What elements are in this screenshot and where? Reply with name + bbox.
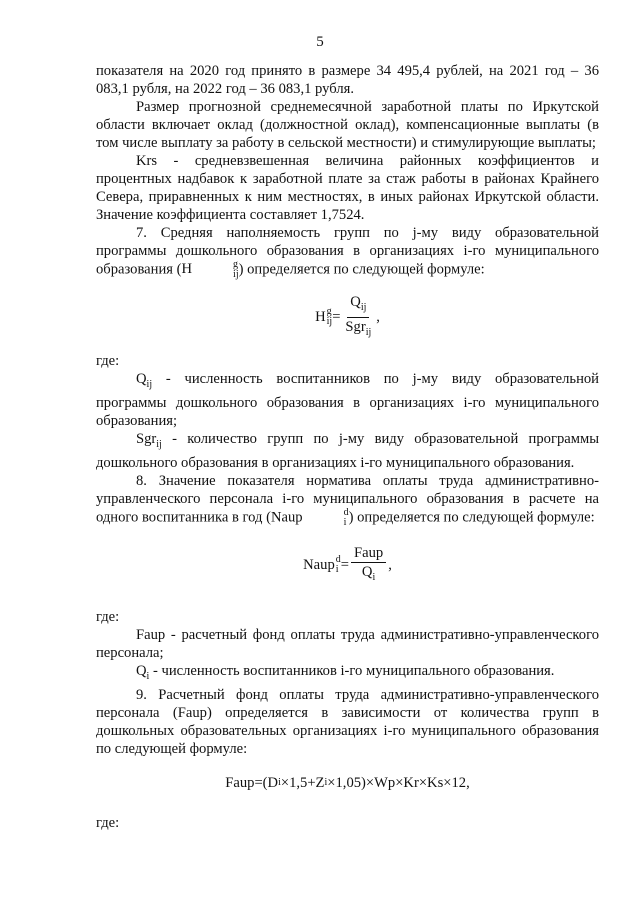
symbol-naup-indices xyxy=(304,508,349,528)
symbol-sgr-sub: ij xyxy=(156,439,162,450)
symbol-q: Q xyxy=(136,371,147,387)
formula-3-part-a: Faup=(D xyxy=(225,775,279,791)
symbol-h: H xyxy=(181,261,193,278)
formula-1-lhs-sup: g xyxy=(326,306,332,317)
formula-1-den-sub: ij xyxy=(365,326,372,338)
formula-1-lhs-sub: ij xyxy=(326,316,333,327)
formula-2-denominator xyxy=(359,563,378,586)
paragraph-8-text: 8. Значение показателя норматива оплаты труда административно-управленческого персонала i-го муниципального образования в расчете на одного воспитанника в год ( xyxy=(96,473,599,526)
where-label-3: где: xyxy=(96,815,120,831)
formula-3-part-c: ×1,05)×Wp×Kr×Ks×12, xyxy=(327,775,470,791)
formula-1-den-sym: Sgr xyxy=(345,318,366,335)
formula-1-num-sub: ij xyxy=(360,301,367,313)
formula-2-den-sub: i xyxy=(372,571,376,583)
definition-faup: Faup - расчетный фонд оплаты труда административно-управленческого персонала; xyxy=(96,627,599,661)
paragraph-1: показателя на 2020 год принято в размере 34 495,4 рублей, на 2021 год – 36 083,1 рубля, на 2022 год – 36 083,1 рубля. xyxy=(96,63,599,97)
formula-2-lhs-sub: i xyxy=(335,564,339,575)
symbol-q-sub: ij xyxy=(146,379,153,390)
definition-sgr xyxy=(96,430,599,472)
formula-2-lhs: Naup xyxy=(303,557,335,573)
definition-qi-text: - численность воспитанников i-го муниципального образования. xyxy=(149,663,555,679)
formula-3-part-b: ×1,5+Z xyxy=(280,775,325,791)
paragraph-krs: Krs - средневзвешенная величина районных коэффициентов и процентных надбавок к заработной плате за стаж работы в районах Крайнего Севера, приравненных к ним местностях, в иных районах Иркутской области. Значение коэффициента составляет 1,7524. xyxy=(96,153,599,223)
definition-sgr-text: - количество групп по j-му виду образовательной программы дошкольного образования в организациях i-го муниципального образования. xyxy=(96,431,599,471)
symbol-h-sup: g xyxy=(233,259,239,270)
formula-1-numerator xyxy=(347,294,369,318)
symbol-sgr: Sgr xyxy=(136,431,157,447)
formula-1-denominator xyxy=(342,318,374,341)
formula-2-numerator: Faup xyxy=(351,545,386,563)
formula-3-sub-1: i xyxy=(278,777,281,788)
symbol-h-indices xyxy=(193,260,239,280)
symbol-naup-sup: d xyxy=(343,507,349,518)
formula-2-den-sym: Q xyxy=(361,563,373,580)
formula-1-comma: , xyxy=(376,309,380,325)
formula-2-comma: , xyxy=(388,557,392,573)
paragraph-salary: Размер прогнозной среднемесячной заработной платы по Иркутской области включает оклад (должностной оклад), компенсационные выплаты (в том числе выплату за работу в сельской местности) и стимулирующие выплаты; xyxy=(96,99,599,151)
symbol-qi-sub: i xyxy=(146,671,150,682)
formula-1 xyxy=(96,288,599,346)
formula-2 xyxy=(96,534,599,596)
definition-q-text: - численность воспитанников по j-му виду образовательной программы дошкольного образования в организациях i-го муниципального образования; xyxy=(96,371,599,429)
paragraph-8-tail: ) определяется по следующей формуле: xyxy=(348,509,595,526)
formula-2-fraction xyxy=(351,545,386,586)
formula-2-equals: = xyxy=(340,557,349,573)
symbol-h-sub: ij xyxy=(233,269,239,280)
symbol-qi: Q xyxy=(136,663,147,679)
inline-symbol-h xyxy=(181,259,239,280)
paragraph-7-text: 7. Средняя наполняемость групп по j-му виду образовательной программы дошкольного образования в организациях i-го муниципального образования ( xyxy=(96,225,599,278)
where-label-1: где: xyxy=(96,353,120,369)
definition-qi xyxy=(96,662,599,686)
paragraph-9: 9. Расчетный фонд оплаты труда административно-управленческого персонала (Faup) определяется в зависимости от количества групп в дошкольных образовательных организациях i-го муниципального образования по следующей формуле: xyxy=(96,687,599,757)
definition-q xyxy=(96,370,599,430)
formula-1-num-sym: Q xyxy=(350,293,361,310)
symbol-naup: Naup xyxy=(270,509,303,526)
document-body xyxy=(96,62,599,832)
symbol-naup-sub: i xyxy=(343,517,347,528)
formula-1-equals: = xyxy=(332,309,341,325)
formula-2-lhs-sup: d xyxy=(335,554,341,565)
formula-1-lhs: H xyxy=(315,309,326,325)
formula-3-sub-2: i xyxy=(324,777,328,788)
paragraph-8 xyxy=(96,472,599,528)
paragraph-7 xyxy=(96,224,599,280)
where-label-2: где: xyxy=(96,609,120,625)
formula-3 xyxy=(96,762,599,804)
formula-1-fraction xyxy=(342,294,374,341)
paragraph-7-tail: ) определяется по следующей формуле: xyxy=(238,261,485,278)
page-number: 5 xyxy=(316,34,324,50)
